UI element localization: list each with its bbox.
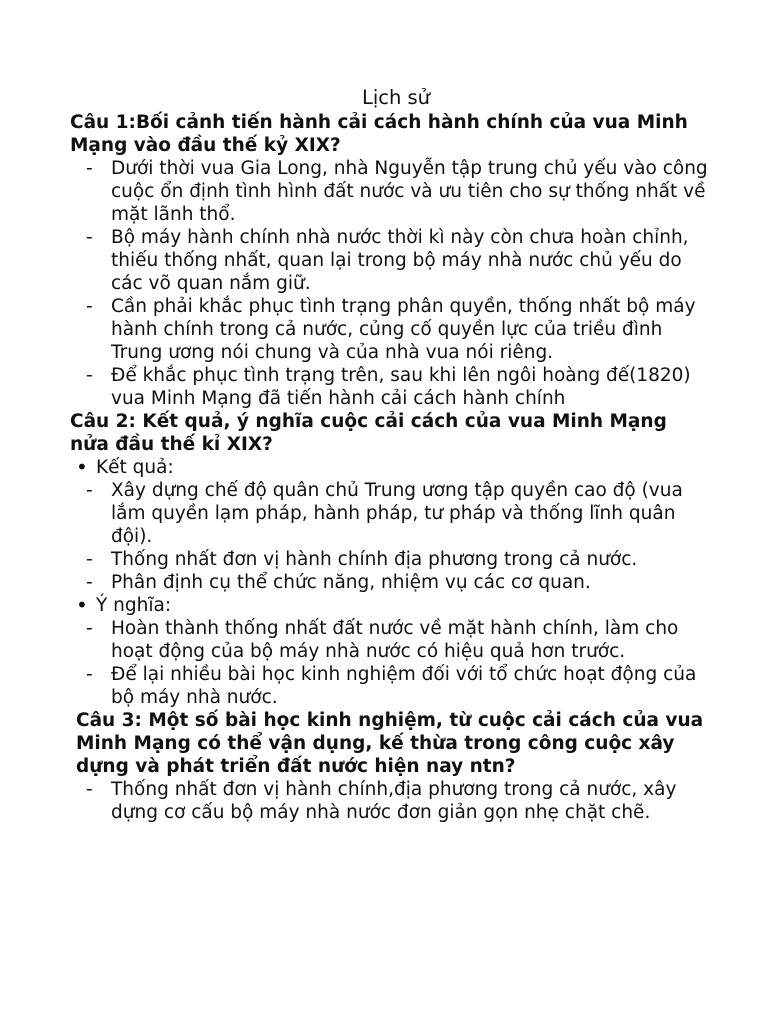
list-item: - Thống nhất đơn vị hành chính địa phương trong cả nước. [70,548,708,571]
page-title: Lịch sử [361,86,431,109]
list-item: - Để lại nhiều bài học kinh nghiệm đối với tổ chức hoạt động của bộ máy nhà nước. [70,663,708,709]
question-1-heading: Câu 1:Bối cảnh tiến hành cải cách hành chính của vua Minh Mạng vào đầu thế kỷ XIX? [70,112,688,156]
result-label: • Kết quả: [70,456,708,479]
question-2-heading: Câu 2: Kết quả, ý nghĩa cuộc cải cách của vua Minh Mạng nửa đầu thế kỉ XIX? [70,411,667,455]
question-2-list [70,456,708,479]
meaning-label: • Ý nghĩa: [70,594,708,617]
result-list [70,479,708,594]
list-item: - Dưới thời vua Gia Long, nhà Nguyễn tập trung chủ yếu vào công cuộc ổn định tình hình đất nước và ưu tiên cho sự thống nhất về mặt lãnh thổ. [70,157,708,226]
list-item: - Cần phải khắc phục tình trạng phân quyền, thống nhất bộ máy hành chính trong cả nước, củng cố quyền lực của triều đình Trung ương nói chung và của nhà vua nói riêng. [70,295,708,364]
question-3-heading: Câu 3: Một số bài học kinh nghiệm, từ cuộc cải cách của vua Minh Mạng có thể vận dụng, kế thừa trong công cuộc xây dựng và phát triển đất nước hiện nay ntn? [76,710,704,777]
list-item: - Phân định cụ thể chức năng, nhiệm vụ các cơ quan. [70,571,708,594]
list-item: - Xây dựng chế độ quân chủ Trung ương tập quyền cao độ (vua lắm quyền lạm pháp, hành pháp, tư pháp và thống lĩnh quân đội). [70,479,708,548]
question-3-list [70,778,708,824]
question-1-list [70,157,708,410]
meaning-list [70,617,708,709]
question-2-list-meaning [70,594,708,617]
list-item: - Hoàn thành thống nhất đất nước về mặt hành chính, làm cho hoạt động của bộ máy nhà nước có hiệu quả hơn trước. [70,617,708,663]
list-item: - Bộ máy hành chính nhà nước thời kì này còn chưa hoàn chỉnh, thiếu thống nhất, quan lại trong bộ máy nhà nước chủ yếu do các võ quan nắm giữ. [70,226,708,295]
list-item: - Thống nhất đơn vị hành chính,địa phương trong cả nước, xây dựng cơ cấu bộ máy nhà nước đơn giản gọn nhẹ chặt chẽ. [70,778,708,824]
list-item: - Để khắc phục tình trạng trên, sau khi lên ngôi hoàng đế(1820) vua Minh Mạng đã tiến hành cải cách hành chính [70,364,708,410]
